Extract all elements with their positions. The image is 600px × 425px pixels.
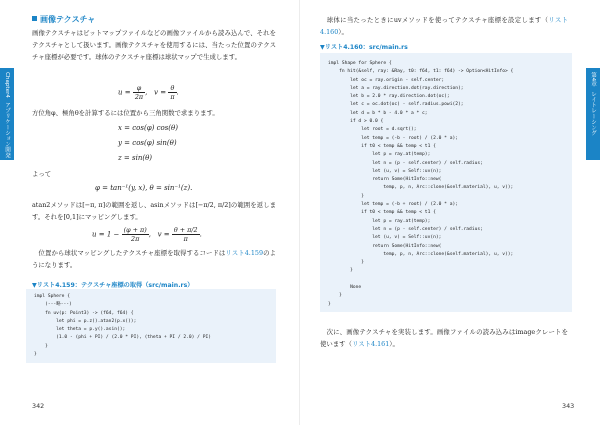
listing-caption: ▼リスト4.160：src/main.rs	[320, 44, 408, 51]
listing-link[interactable]: リスト4.160	[320, 16, 569, 36]
chapter-title: レイトレーシング	[590, 90, 596, 136]
equation-y: y = cos(φ) sin(θ)	[118, 139, 177, 147]
section-heading-text: 画像テクスチャ	[40, 15, 96, 24]
chapter-side-tab	[586, 68, 600, 160]
page-number: 342	[32, 402, 45, 410]
right-page	[300, 0, 600, 425]
equation-x: x = cos(φ) cos(θ)	[118, 124, 178, 132]
setup-paragraph: 球体に当たったときにuvメソッドを使ってテクスチャ座標を設定します（リスト4.160）。	[320, 16, 569, 36]
eq2-v-lhs: v =	[157, 230, 170, 239]
page-number: 343	[562, 402, 575, 410]
therefore-text: よって	[32, 170, 52, 178]
angle-paragraph: 方位角φ、極角θを計算するには位置から三角関数で求まります。	[32, 109, 219, 117]
implementation-paragraph: 次に、画像テクスチャを実装します。画像ファイルの読み込みはimageクレートを使います（リスト4.161）。	[320, 328, 568, 348]
code-block: impl Sphere { (---略---) fn uv(p: Point3) -> (f64, f64) { let phi = p.z().atan2(p.x()); let theta = p.y().asin(); (1.0 - (phi + PI) / (2.0 * PI), (theta + PI / 2.0) / PI) } }	[26, 289, 276, 363]
listing-caption: ▼リスト4.159：テクスチャ座標の取得（src/main.rs）	[32, 282, 194, 289]
chapter-side-tab	[0, 68, 14, 160]
listing-intro-paragraph: 位置から球状マッピングしたテクスチャ座標を取得するコードはリスト4.159のようになります。	[32, 249, 277, 269]
eq-u-fraction: $\frac{\varphi}{2\pi}$	[134, 84, 144, 101]
equation-phi-theta: φ = tan⁻¹(y, x), θ = sin⁻¹(z).	[95, 184, 193, 192]
eq2-u-lhs: u = 1 −	[92, 230, 120, 239]
equation-z: z = sin(θ)	[118, 154, 153, 162]
intro-paragraph: 画像テクスチャはビットマップファイルなどの画像ファイルから読み込んで、それをテクスチャとして扱います。画像テクスチャを使用するには、当たった位置のテクスチャ座標が必要です。球体のテクスチャ座標は球状マップで生成します。	[32, 29, 276, 61]
eq-u-lhs: u =	[118, 88, 131, 97]
equation-uv-mapped: u = 1 − $\frac{(\varphi + \pi)}{2\pi}$ , v = $\frac{\theta + \pi/2}{\pi}$ .	[92, 226, 202, 243]
chapter-number: 第4章	[590, 72, 596, 87]
eq-v-fraction: $\frac{\theta}{\pi}$	[170, 84, 175, 101]
listing-link[interactable]: リスト4.159	[225, 249, 264, 257]
eq2-v-fraction: $\frac{\theta + \pi/2}{\pi}$	[173, 226, 198, 243]
heading-square-icon	[32, 16, 37, 21]
chapter-number: Chapter4	[4, 72, 10, 98]
code-block: impl Shape for Sphere { fn hit(&self, ray: &Ray, t0: f64, t1: f64) -> Option<HitInfo> { let oc = ray.origin - self.center; let a = ray.direction.dot(ray.direction); let b = 2.0 * ray.direction.dot(oc); let c = oc.dot(oc) - self.radius.powi(2); let d = b * b - 4.0 * a * c; if d > 0.0 { let root = d.sqrt(); let temp = (-b - root) / (2.0 * a); if t0 < temp && temp < t1 { let p = ray.at(temp); let n = (p - self.center) / self.radius; let (u, v) = Self::uv(n); return Some(HitInfo::new( temp, p, n, Arc::clone(&self.material), u, v)); } let temp = (-b + root) / (2.0 * a); if t0 < temp && temp < t1 { let p = ray.at(temp); let n = (p - self.center) / self.radius; let (u, v) = Self::uv(n); return Some(HitInfo::new( temp, p, n, Arc::clone(&self.material), u, v)); } } None } }	[320, 53, 572, 312]
eq2-u-fraction: $\frac{(\varphi + \pi)}{2\pi}$	[123, 226, 147, 243]
eq-v-lhs: v =	[154, 88, 167, 97]
chapter-title: アプリケーション開発	[4, 101, 10, 158]
range-paragraph: atan2メソッドは[−π, π]の範囲を返し、asinメソッドは[−π/2, π/2]の範囲を返します。それを[0,1]にマッピングします。	[32, 201, 276, 221]
section-heading	[32, 14, 95, 25]
listing-link[interactable]: リスト4.161	[351, 340, 390, 348]
equation-uv: u = $\frac{\varphi}{2\pi}$ , v = $\frac{\theta}{\pi}$ .	[118, 84, 179, 101]
